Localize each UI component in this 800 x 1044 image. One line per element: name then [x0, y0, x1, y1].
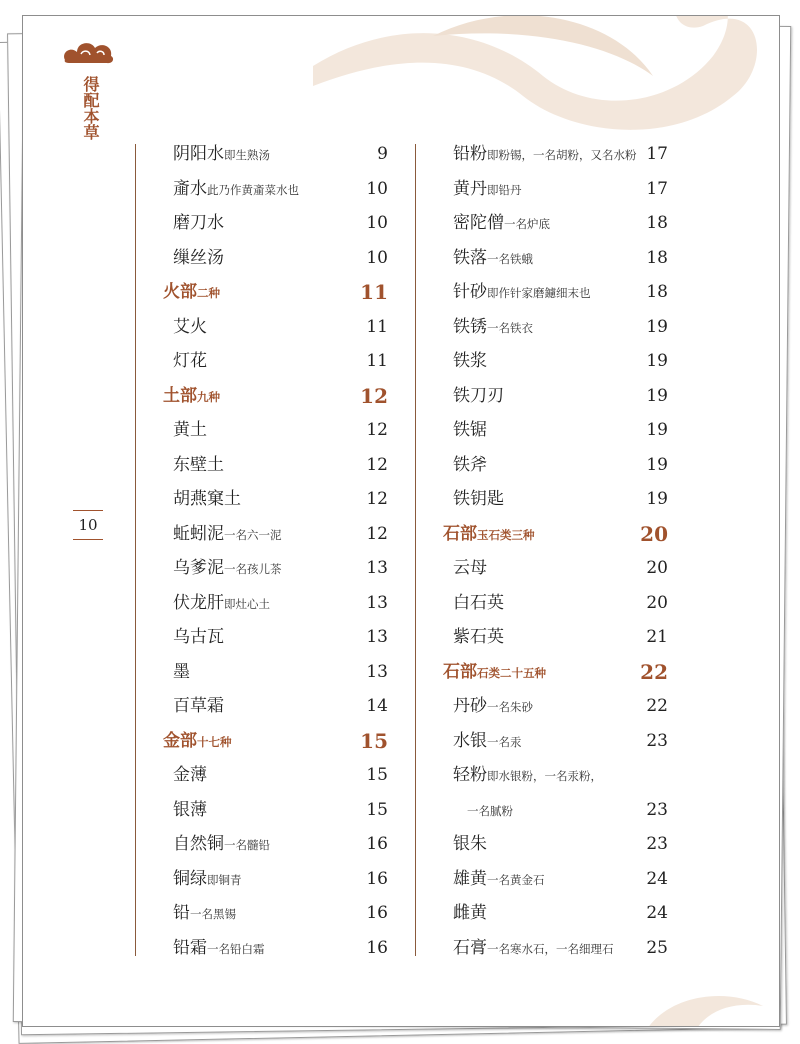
entry-title: 雄黄	[453, 868, 487, 889]
toc-entry[interactable]	[173, 827, 388, 861]
entry-note: 二种	[197, 286, 220, 300]
entry-page-number: 16	[366, 868, 388, 889]
toc-entry[interactable]	[453, 172, 668, 206]
entry-page-number: 23	[646, 730, 668, 751]
entry-title: 石部	[443, 661, 477, 682]
entry-page-number: 15	[360, 728, 388, 753]
entry-title: 铁刀刃	[453, 385, 504, 406]
entry-note: 此乃作黄齑菜水也	[207, 182, 299, 197]
entry-note: 即铜青	[207, 872, 242, 887]
entry-title: 阴阳水	[173, 144, 224, 164]
entry-page-number: 18	[646, 247, 668, 268]
entry-page-number: 16	[366, 937, 388, 958]
entry-note: 即粉锡，一名胡粉，又名水粉	[487, 148, 637, 162]
entry-title: 缫丝汤	[173, 247, 224, 268]
entry-title: 云母	[453, 558, 487, 578]
toc-entry[interactable]	[453, 137, 668, 171]
entry-title: 金部	[163, 730, 197, 751]
entry-note: 一名孩儿茶	[224, 562, 282, 576]
entry-page-number: 14	[366, 696, 388, 716]
entry-note: 即生熟汤	[224, 148, 270, 162]
toc-entry[interactable]	[173, 482, 388, 516]
toc-entry[interactable]	[173, 517, 388, 551]
entry-note: 一名朱砂	[487, 700, 533, 714]
entry-title: 火部	[163, 282, 197, 302]
entry-page-number: 10	[366, 247, 388, 268]
entry-title: 黄土	[173, 420, 207, 440]
toc-entry[interactable]	[453, 241, 668, 275]
entry-page-number: 24	[646, 903, 668, 923]
toc-entry[interactable]	[173, 206, 388, 240]
entry-title: 灯花	[173, 351, 207, 371]
toc-entry[interactable]	[173, 241, 388, 275]
toc-entry[interactable]	[173, 862, 388, 896]
entry-title: 蚯蚓泥	[173, 523, 224, 544]
entry-title: 铁斧	[453, 454, 487, 475]
toc-entry[interactable]	[453, 275, 668, 309]
entry-title: 铁浆	[453, 351, 487, 371]
entry-title: 水银	[453, 730, 487, 751]
entry-note: 九种	[197, 389, 220, 404]
entry-title: 磨刀水	[173, 213, 224, 233]
entry-page-number: 23	[646, 834, 668, 854]
entry-note: 一名铅白霜	[207, 941, 265, 956]
entry-title: 金薄	[173, 765, 207, 785]
entry-page-number: 11	[360, 280, 388, 304]
toc-entry[interactable]	[173, 448, 388, 482]
entry-note: 一名髓铅	[224, 838, 270, 852]
entry-page-number: 15	[366, 765, 388, 785]
toc-entry[interactable]	[453, 689, 668, 723]
entry-page-number: 19	[646, 420, 668, 440]
entry-page-number: 13	[366, 627, 388, 647]
entry-page-number: 13	[366, 558, 388, 578]
entry-title: 乌古瓦	[173, 627, 224, 647]
entry-page-number: 16	[366, 834, 388, 854]
entry-note: 即作针家磨鑢细末也	[487, 286, 591, 300]
entry-page-number: 13	[366, 661, 388, 682]
entry-page-number: 12	[360, 383, 388, 408]
toc-entry[interactable]	[173, 689, 388, 723]
toc-entry[interactable]	[173, 758, 388, 792]
toc-entry[interactable]	[453, 344, 668, 378]
toc-entry[interactable]	[173, 413, 388, 447]
toc-entry[interactable]	[453, 482, 668, 516]
toc-entry[interactable]	[173, 137, 388, 171]
toc-entry[interactable]	[453, 724, 668, 758]
entry-page-number: 23	[646, 799, 668, 820]
entry-page-number: 12	[366, 523, 388, 544]
entry-page-number: 18	[646, 213, 668, 233]
entry-page-number: 12	[366, 489, 388, 509]
entry-page-number: 19	[646, 316, 668, 337]
entry-title: 雌黄	[453, 903, 487, 923]
toc-entry[interactable]	[453, 931, 668, 965]
cloud-logo-icon	[61, 38, 117, 66]
toc-entry[interactable]	[173, 310, 388, 344]
entry-page-number: 10	[366, 178, 388, 199]
toc-entry[interactable]	[173, 586, 388, 620]
entry-page-number: 16	[366, 903, 388, 923]
entry-note: 一名黑锡	[190, 907, 236, 921]
toc-entry[interactable]	[173, 172, 388, 206]
entry-page-number: 20	[646, 558, 668, 578]
entry-title: 银朱	[453, 834, 487, 854]
entry-title: 铁锯	[453, 420, 487, 440]
entry-page-number: 11	[366, 351, 388, 371]
toc-entry[interactable]	[453, 586, 668, 620]
entry-note: 一名铁衣	[487, 320, 533, 335]
entry-note: 一名黄金石	[487, 872, 545, 887]
entry-title: 石部	[443, 523, 477, 544]
entry-note: 一名寒水石，一名细理石	[487, 941, 614, 956]
decorative-swirl	[643, 976, 780, 1027]
entry-title: 石膏	[453, 937, 487, 958]
toc-section-header[interactable]	[443, 655, 668, 689]
toc-section-header[interactable]	[163, 275, 388, 309]
entry-title: 伏龙肝	[173, 592, 224, 613]
toc-entry[interactable]	[453, 827, 668, 861]
entry-page-number: 17	[646, 178, 668, 199]
toc-section-header[interactable]	[163, 724, 388, 758]
entry-title: 白石英	[453, 592, 504, 613]
entry-note: 即灶心土	[224, 596, 270, 611]
entry-title: 银薄	[173, 799, 207, 820]
entry-page-number: 22	[646, 696, 668, 716]
toc-entry[interactable]	[453, 896, 668, 930]
entry-note: 一名汞	[487, 734, 522, 749]
entry-page-number: 19	[646, 385, 668, 406]
entry-title: 胡燕窠土	[173, 489, 241, 509]
entry-page-number: 9	[377, 144, 388, 164]
entry-page-number: 11	[366, 316, 388, 337]
entry-page-number: 20	[640, 521, 668, 546]
entry-title: 自然铜	[173, 834, 224, 854]
toc-entry[interactable]	[453, 448, 668, 482]
entry-title: 铁钥匙	[453, 489, 504, 509]
entry-title: 乌爹泥	[173, 558, 224, 578]
entry-note: 一名炉底	[504, 217, 550, 231]
entry-page-number: 18	[646, 282, 668, 302]
entry-title: 铜绿	[173, 868, 207, 889]
entry-title: 针砂	[453, 282, 487, 302]
entry-title: 墨	[173, 661, 190, 682]
toc-entry[interactable]	[453, 310, 668, 344]
entry-note: 即水银粉，一名汞粉，	[487, 769, 602, 783]
entry-note: 一名铁蛾	[487, 251, 533, 266]
entry-page-number: 17	[646, 144, 668, 164]
toc-entry[interactable]	[453, 620, 668, 654]
entry-title: 黄丹	[453, 178, 487, 199]
book-title: 得配本草	[81, 76, 100, 140]
entry-page-number: 19	[646, 489, 668, 509]
entry-page-number: 24	[646, 868, 668, 889]
column-divider	[135, 144, 136, 956]
toc-entry[interactable]	[173, 551, 388, 585]
toc-entry[interactable]	[173, 931, 388, 965]
entry-title: 轻粉	[453, 765, 487, 785]
toc-entry[interactable]	[173, 344, 388, 378]
toc-entry[interactable]	[453, 862, 668, 896]
entry-note: 玉石类三种	[477, 527, 535, 542]
toc-entry[interactable]	[453, 551, 668, 585]
toc-entry[interactable]	[173, 896, 388, 930]
toc-entry[interactable]	[173, 793, 388, 827]
toc-entry[interactable]	[453, 413, 668, 447]
entry-note: 即铅丹	[487, 182, 522, 197]
entry-page-number: 19	[646, 454, 668, 475]
entry-title: 艾火	[173, 316, 207, 337]
entry-title: 土部	[163, 385, 197, 406]
entry-page-number: 10	[366, 213, 388, 233]
decorative-swirl	[313, 15, 773, 156]
entry-note: 一名六一泥	[224, 527, 282, 542]
entry-note: 一名腻粉	[467, 803, 513, 818]
toc-entry[interactable]	[173, 655, 388, 689]
entry-title: 铅霜	[173, 937, 207, 958]
entry-page-number: 12	[366, 420, 388, 440]
entry-title: 密陀僧	[453, 213, 504, 233]
page-number: 10	[73, 510, 103, 540]
entry-title: 百草霜	[173, 696, 224, 716]
toc-section-header[interactable]	[443, 517, 668, 551]
entry-page-number: 15	[366, 799, 388, 820]
entry-page-number: 25	[646, 937, 668, 958]
toc-entry[interactable]	[173, 620, 388, 654]
entry-title: 铅粉	[453, 144, 487, 164]
toc-entry[interactable]	[453, 758, 668, 792]
toc-entry[interactable]	[453, 379, 668, 413]
entry-page-number: 20	[646, 592, 668, 613]
entry-page-number: 12	[366, 454, 388, 475]
entry-note: 石类二十五种	[477, 665, 546, 680]
entry-title: 铁锈	[453, 316, 487, 337]
entry-page-number: 21	[646, 627, 668, 647]
toc-section-header[interactable]	[163, 379, 388, 413]
book-page	[22, 15, 780, 1027]
entry-title: 紫石英	[453, 627, 504, 647]
entry-page-number: 22	[640, 659, 668, 684]
entry-page-number: 13	[366, 592, 388, 613]
entry-title: 东壁土	[173, 454, 224, 475]
entry-title: 齑水	[173, 178, 207, 199]
column-divider	[415, 144, 416, 956]
entry-note: 十七种	[197, 734, 232, 749]
entry-title: 丹砂	[453, 696, 487, 716]
entry-page-number: 19	[646, 351, 668, 371]
entry-title: 铅	[173, 903, 190, 923]
entry-title: 铁落	[453, 247, 487, 268]
toc-entry[interactable]	[467, 793, 668, 827]
toc-entry[interactable]	[453, 206, 668, 240]
